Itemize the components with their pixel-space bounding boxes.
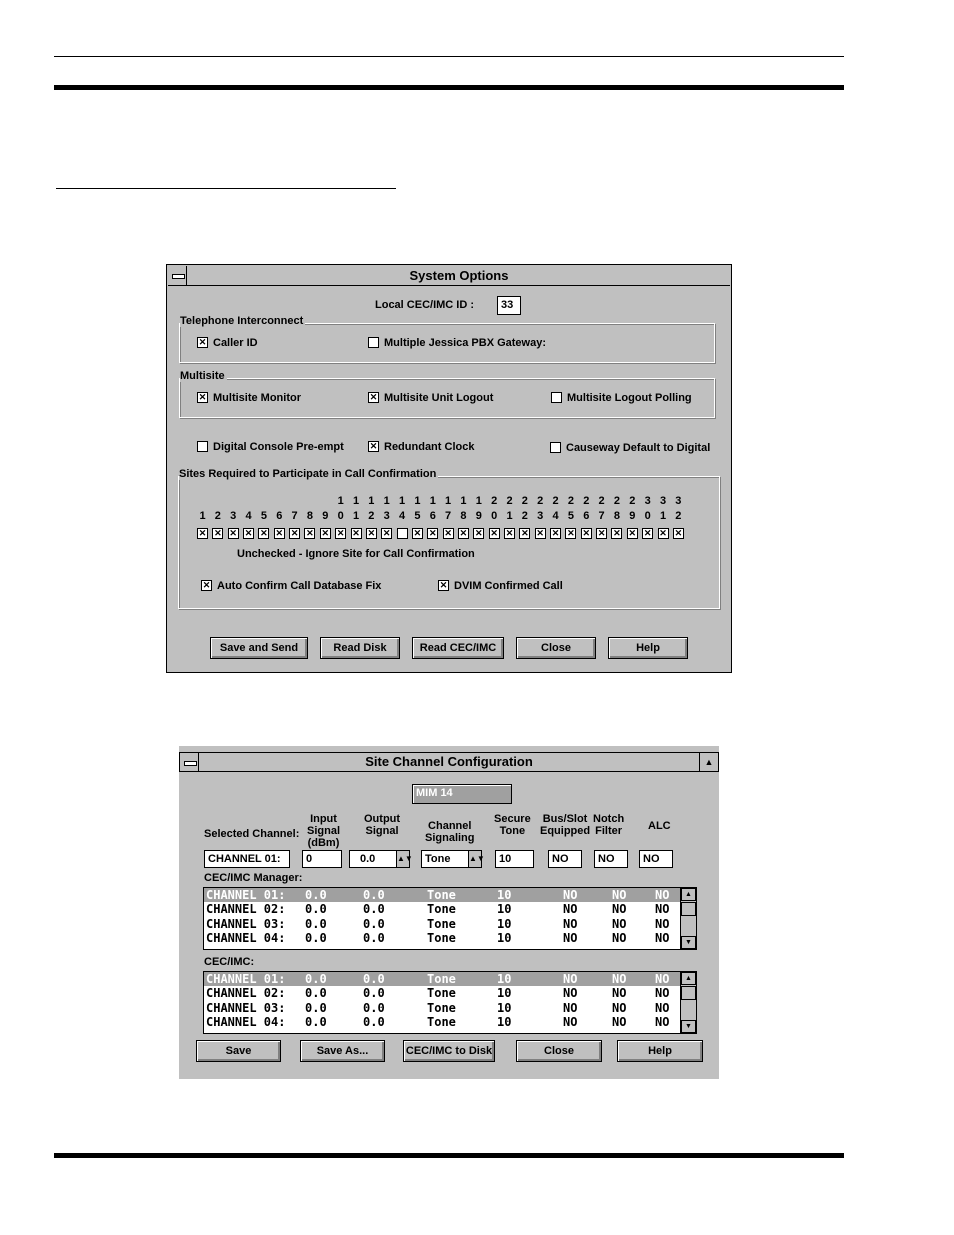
site-tens-digit: 1 [368, 495, 375, 507]
redundant-clock-label: Redundant Clock [384, 441, 475, 453]
cell-alc: NO [655, 916, 670, 931]
cell-sig: Tone [427, 902, 456, 917]
site-ones-digit: 7 [445, 510, 452, 522]
site-ones-digit: 2 [675, 510, 682, 522]
bottom-thick-rule [54, 1153, 844, 1158]
alc-field[interactable]: NO [639, 850, 673, 868]
cell-out: 0.0 [363, 902, 385, 917]
site-tens-digit: 1 [383, 495, 390, 507]
cell-in: 0.0 [305, 1000, 327, 1015]
cec-scrollbar[interactable] [680, 972, 696, 1033]
site-ones-digit: 4 [245, 510, 252, 522]
cell-bus: NO [563, 888, 578, 902]
cell-in: 0.0 [305, 930, 327, 945]
cec-imc-to-disk-button[interactable]: CEC/IMC to Disk [403, 1040, 495, 1062]
output-signal-combo[interactable] [349, 850, 413, 868]
manager-channel-row[interactable] [204, 931, 680, 945]
cell-notch: NO [612, 916, 627, 931]
site-ones-digit: 0 [337, 510, 344, 522]
causeway-default-checkbox[interactable] [550, 442, 561, 453]
cell-alc: NO [655, 902, 670, 917]
selected-channel-label: Selected Channel: [204, 828, 300, 840]
site-ones-digit: 6 [276, 510, 283, 522]
alc-header: ALC [648, 820, 671, 832]
cell-bus: NO [563, 986, 578, 1001]
cec-channel-row[interactable] [204, 1001, 680, 1015]
cell-bus: NO [563, 1000, 578, 1015]
site-checkbox[interactable] [504, 528, 515, 539]
site-checkbox[interactable] [443, 528, 454, 539]
site-tens-digit: 1 [460, 495, 467, 507]
read-cec-imc-button[interactable]: Read CEC/IMC [412, 637, 504, 659]
notch-filter-header: Notch Filter [593, 813, 625, 837]
caller-id-label: Caller ID [213, 337, 258, 349]
scroll-thumb[interactable] [681, 986, 696, 1000]
cell-notch: NO [612, 930, 627, 945]
causeway-default-label: Causeway Default to Digital [566, 442, 711, 454]
cell-sec: 10 [497, 1000, 512, 1015]
digital-console-preempt-label: Digital Console Pre-empt [213, 441, 344, 453]
site-checkbox[interactable] [304, 528, 315, 539]
system-menu-icon[interactable] [168, 266, 187, 285]
site-ones-digit: 2 [521, 510, 528, 522]
channel-signaling-header: Channel Signaling [425, 820, 475, 844]
cell-alc: NO [655, 930, 670, 945]
site-ones-digit: 8 [460, 510, 467, 522]
bus-slot-header: Bus/Slot Equipped [540, 813, 591, 837]
site-tens-digit: 1 [414, 495, 421, 507]
cell-sec: 10 [497, 986, 512, 1001]
site-checkbox[interactable] [397, 528, 408, 539]
site-checkbox[interactable] [565, 528, 576, 539]
site-tens-digit: 3 [675, 495, 682, 507]
site-ones-digit: 1 [506, 510, 513, 522]
site-checkbox[interactable] [642, 528, 653, 539]
cell-sig: Tone [427, 888, 456, 902]
cell-ch: CHANNEL 01: [206, 888, 286, 902]
site-ones-digit: 1 [352, 510, 360, 522]
title-bar [179, 752, 719, 772]
cell-ch: CHANNEL 03: [206, 916, 286, 931]
cell-sec: 10 [497, 930, 512, 945]
site-tens-digit: 3 [644, 495, 651, 507]
cell-bus: NO [563, 902, 578, 917]
site-tens-digit: 1 [398, 495, 406, 507]
manager-channel-row[interactable] [204, 917, 680, 931]
dvim-confirmed-label: DVIM Confirmed Call [454, 580, 563, 592]
manager-channel-row[interactable] [204, 888, 680, 902]
site-checkbox[interactable] [519, 528, 530, 539]
close-button[interactable]: Close [516, 1040, 602, 1062]
top-rule [54, 56, 844, 57]
site-ones-digit: 2 [214, 510, 221, 522]
site-tens-digit: 1 [337, 495, 344, 507]
manager-scrollbar[interactable] [680, 888, 696, 949]
cell-sec: 10 [497, 1014, 512, 1029]
site-checkbox[interactable] [243, 528, 254, 539]
scroll-down-icon[interactable]: ▼ [681, 936, 696, 949]
cell-alc: NO [655, 972, 670, 986]
site-checkbox[interactable] [427, 528, 438, 539]
cell-ch: CHANNEL 02: [206, 986, 286, 1001]
scroll-down-icon[interactable]: ▼ [681, 1020, 696, 1033]
site-ones-digit: 9 [629, 510, 636, 522]
site-tens-digit: 2 [521, 495, 528, 507]
secure-tone-field[interactable]: 10 [495, 850, 534, 868]
auto-confirm-label: Auto Confirm Call Database Fix [217, 580, 382, 592]
site-tens-digit: 2 [567, 495, 574, 507]
site-tens-digit: 1 [445, 495, 452, 507]
system-options-window [166, 264, 732, 673]
cell-sig: Tone [427, 1000, 456, 1015]
output-signal-header: Output Signal [364, 813, 401, 837]
cell-alc: NO [655, 1000, 670, 1015]
multisite-monitor-checkbox[interactable] [197, 392, 208, 403]
cell-sec: 10 [497, 902, 512, 917]
digital-console-preempt-checkbox[interactable] [197, 441, 208, 452]
multisite-logout-polling-label: Multisite Logout Polling [567, 392, 692, 404]
cell-alc: NO [655, 986, 670, 1001]
site-ones-digit: 7 [598, 510, 605, 522]
site-tens-digit: 2 [537, 495, 544, 507]
selected-channel-field[interactable]: CHANNEL 01: [204, 850, 290, 868]
bus-slot-field[interactable]: NO [548, 850, 582, 868]
site-checkbox[interactable] [320, 528, 331, 539]
site-checkbox[interactable] [412, 528, 423, 539]
caller-id-checkbox[interactable] [197, 337, 208, 348]
help-button[interactable]: Help [608, 637, 688, 659]
manager-channel-row[interactable] [204, 902, 680, 916]
site-ones-digit: 5 [414, 510, 421, 522]
redundant-clock-checkbox[interactable] [368, 441, 379, 452]
read-disk-button[interactable]: Read Disk [320, 637, 400, 659]
site-ones-digit: 0 [491, 510, 498, 522]
cec-channel-row[interactable] [204, 972, 680, 986]
maximize-icon[interactable]: ▲ [699, 753, 718, 771]
cell-notch: NO [612, 888, 627, 902]
site-tens-digit: 2 [598, 495, 605, 507]
site-tens-digit: 2 [583, 495, 590, 507]
cell-alc: NO [655, 888, 670, 902]
site-checkbox[interactable] [289, 528, 300, 539]
cell-ch: CHANNEL 04: [206, 1014, 286, 1029]
dvim-confirmed-checkbox[interactable] [438, 580, 449, 591]
site-checkbox[interactable] [627, 528, 638, 539]
cell-bus: NO [563, 916, 578, 931]
site-ones-digit: 9 [322, 510, 329, 522]
local-id-label: Local CEC/IMC ID : [375, 299, 475, 311]
cell-bus: NO [563, 930, 578, 945]
site-ones-digit: 8 [613, 510, 620, 522]
site-checkbox[interactable] [473, 528, 484, 539]
channel-signaling-value: Tone [425, 853, 451, 865]
site-checkbox[interactable] [458, 528, 469, 539]
site-checkbox[interactable] [658, 528, 669, 539]
site-ones-digit: 0 [644, 510, 651, 522]
cell-notch: NO [612, 972, 627, 986]
cell-sec: 10 [497, 916, 512, 931]
site-ones-digit: 1 [659, 510, 667, 522]
site-ones-digit: 9 [475, 510, 482, 522]
notch-filter-field[interactable]: NO [594, 850, 628, 868]
cell-out: 0.0 [363, 930, 385, 945]
site-tens-digit: 3 [659, 495, 667, 507]
cell-bus: NO [563, 1014, 578, 1029]
auto-confirm-checkbox[interactable] [201, 580, 212, 591]
cell-alc: NO [655, 1014, 670, 1029]
cell-sig: Tone [427, 930, 456, 945]
site-checkbox[interactable] [611, 528, 622, 539]
title-bar [168, 266, 730, 286]
output-signal-dropdown-icon[interactable]: ▲▼ [396, 851, 409, 867]
site-tens-digit: 2 [613, 495, 620, 507]
cell-notch: NO [612, 1014, 627, 1029]
help-button[interactable]: Help [617, 1040, 703, 1062]
local-id-field[interactable]: 33 [497, 296, 521, 315]
mim-selector[interactable]: MIM 14 [412, 784, 512, 804]
cell-sec: 10 [497, 888, 512, 902]
site-ones-digit: 6 [429, 510, 436, 522]
manager-list-label: CEC/IMC Manager: [204, 872, 303, 884]
site-tens-digit: 2 [506, 495, 513, 507]
site-checkbox[interactable] [581, 528, 592, 539]
site-channel-config-window [179, 746, 719, 1079]
save-button[interactable]: Save [196, 1040, 281, 1062]
site-checkbox[interactable] [351, 528, 362, 539]
site-checkbox[interactable] [550, 528, 561, 539]
channel-signaling-combo[interactable] [421, 850, 485, 868]
scroll-up-icon[interactable]: ▲ [681, 972, 696, 985]
site-checkbox[interactable] [335, 528, 346, 539]
input-signal-field[interactable]: 0 [302, 850, 342, 868]
channel-signaling-dropdown-icon[interactable]: ▲▼ [468, 851, 481, 867]
cec-channel-row[interactable] [204, 986, 680, 1000]
manager-channel-list[interactable] [203, 887, 697, 950]
cell-out: 0.0 [363, 1000, 385, 1015]
cell-sig: Tone [427, 972, 456, 986]
site-ones-digit: 4 [398, 510, 406, 522]
cell-ch: CHANNEL 03: [206, 1000, 286, 1015]
cell-ch: CHANNEL 01: [206, 972, 286, 986]
multisite-logout-polling-checkbox[interactable] [551, 392, 562, 403]
cell-sig: Tone [427, 1014, 456, 1029]
multisite-monitor-label: Multisite Monitor [213, 392, 301, 404]
multiple-pbx-gateway-label: Multiple Jessica PBX Gateway: [384, 337, 547, 349]
unchecked-note: Unchecked - Ignore Site for Call Confirmation [237, 548, 475, 560]
scroll-up-icon[interactable]: ▲ [681, 888, 696, 901]
cell-in: 0.0 [305, 986, 327, 1001]
cec-list-label: CEC/IMC: [204, 956, 255, 968]
multisite-unit-logout-checkbox[interactable] [368, 392, 379, 403]
site-ones-digit: 2 [368, 510, 375, 522]
site-checkbox[interactable] [197, 528, 208, 539]
site-ones-digit: 8 [306, 510, 313, 522]
site-ones-digit: 5 [260, 510, 267, 522]
multisite-unit-logout-label: Multisite Unit Logout [384, 392, 494, 404]
cell-out: 0.0 [363, 888, 385, 902]
cell-in: 0.0 [305, 972, 327, 986]
site-tens-digit: 1 [352, 495, 360, 507]
site-checkbox[interactable] [673, 528, 684, 539]
cell-notch: NO [612, 1000, 627, 1015]
cell-notch: NO [612, 902, 627, 917]
site-checkbox[interactable] [489, 528, 500, 539]
site-checkbox[interactable] [274, 528, 285, 539]
cell-ch: CHANNEL 04: [206, 930, 286, 945]
site-tens-digit: 2 [491, 495, 498, 507]
output-signal-value: 0.0 [360, 853, 376, 865]
cell-bus: NO [563, 972, 578, 986]
system-menu-icon[interactable] [180, 753, 199, 771]
cell-in: 0.0 [305, 1014, 327, 1029]
multiple-pbx-gateway-checkbox[interactable] [368, 337, 379, 348]
site-tens-digit: 1 [429, 495, 436, 507]
cell-sec: 10 [497, 972, 512, 986]
multisite-title: Multisite [180, 370, 225, 382]
heading-underline [56, 188, 396, 189]
sites-confirmation-title: Sites Required to Participate in Call Confirmation [179, 468, 437, 480]
site-checkbox[interactable] [381, 528, 392, 539]
cec-channel-list[interactable] [203, 971, 697, 1034]
window-title: System Options [409, 268, 509, 283]
cec-channel-row[interactable] [204, 1015, 680, 1029]
cell-out: 0.0 [363, 916, 385, 931]
save-as-button[interactable]: Save As... [300, 1040, 385, 1062]
input-signal-header: Input Signal (dBm) [307, 813, 341, 849]
save-and-send-button[interactable]: Save and Send [210, 637, 308, 659]
cell-in: 0.0 [305, 888, 327, 902]
window-title: Site Channel Configuration [365, 754, 533, 769]
site-checkbox[interactable] [366, 528, 377, 539]
site-ones-digit: 3 [383, 510, 390, 522]
site-ones-digit: 6 [583, 510, 590, 522]
site-tens-digit: 1 [475, 495, 482, 507]
cell-out: 0.0 [363, 1014, 385, 1029]
site-tens-digit: 2 [552, 495, 559, 507]
site-checkbox[interactable] [535, 528, 546, 539]
site-tens-digit: 2 [629, 495, 636, 507]
site-ones-digit: 1 [199, 510, 206, 522]
cell-out: 0.0 [363, 986, 385, 1001]
site-ones-digit: 5 [567, 510, 574, 522]
close-button[interactable]: Close [516, 637, 596, 659]
site-ones-digit: 3 [537, 510, 544, 522]
site-ones-digit: 4 [552, 510, 559, 522]
telephone-interconnect-title: Telephone Interconnect [180, 315, 304, 327]
scroll-thumb[interactable] [681, 902, 696, 916]
top-thick-rule [54, 85, 844, 90]
cell-ch: CHANNEL 02: [206, 902, 286, 917]
site-ones-digit: 3 [230, 510, 237, 522]
cell-sig: Tone [427, 986, 456, 1001]
site-ones-digit: 7 [291, 510, 298, 522]
site-checkbox[interactable] [212, 528, 223, 539]
cell-in: 0.0 [305, 916, 327, 931]
site-checkbox[interactable] [258, 528, 269, 539]
site-checkbox[interactable] [228, 528, 239, 539]
secure-tone-header: Secure Tone [494, 813, 531, 837]
cell-notch: NO [612, 986, 627, 1001]
cell-in: 0.0 [305, 902, 327, 917]
site-checkbox[interactable] [596, 528, 607, 539]
cell-out: 0.0 [363, 972, 385, 986]
cell-sig: Tone [427, 916, 456, 931]
